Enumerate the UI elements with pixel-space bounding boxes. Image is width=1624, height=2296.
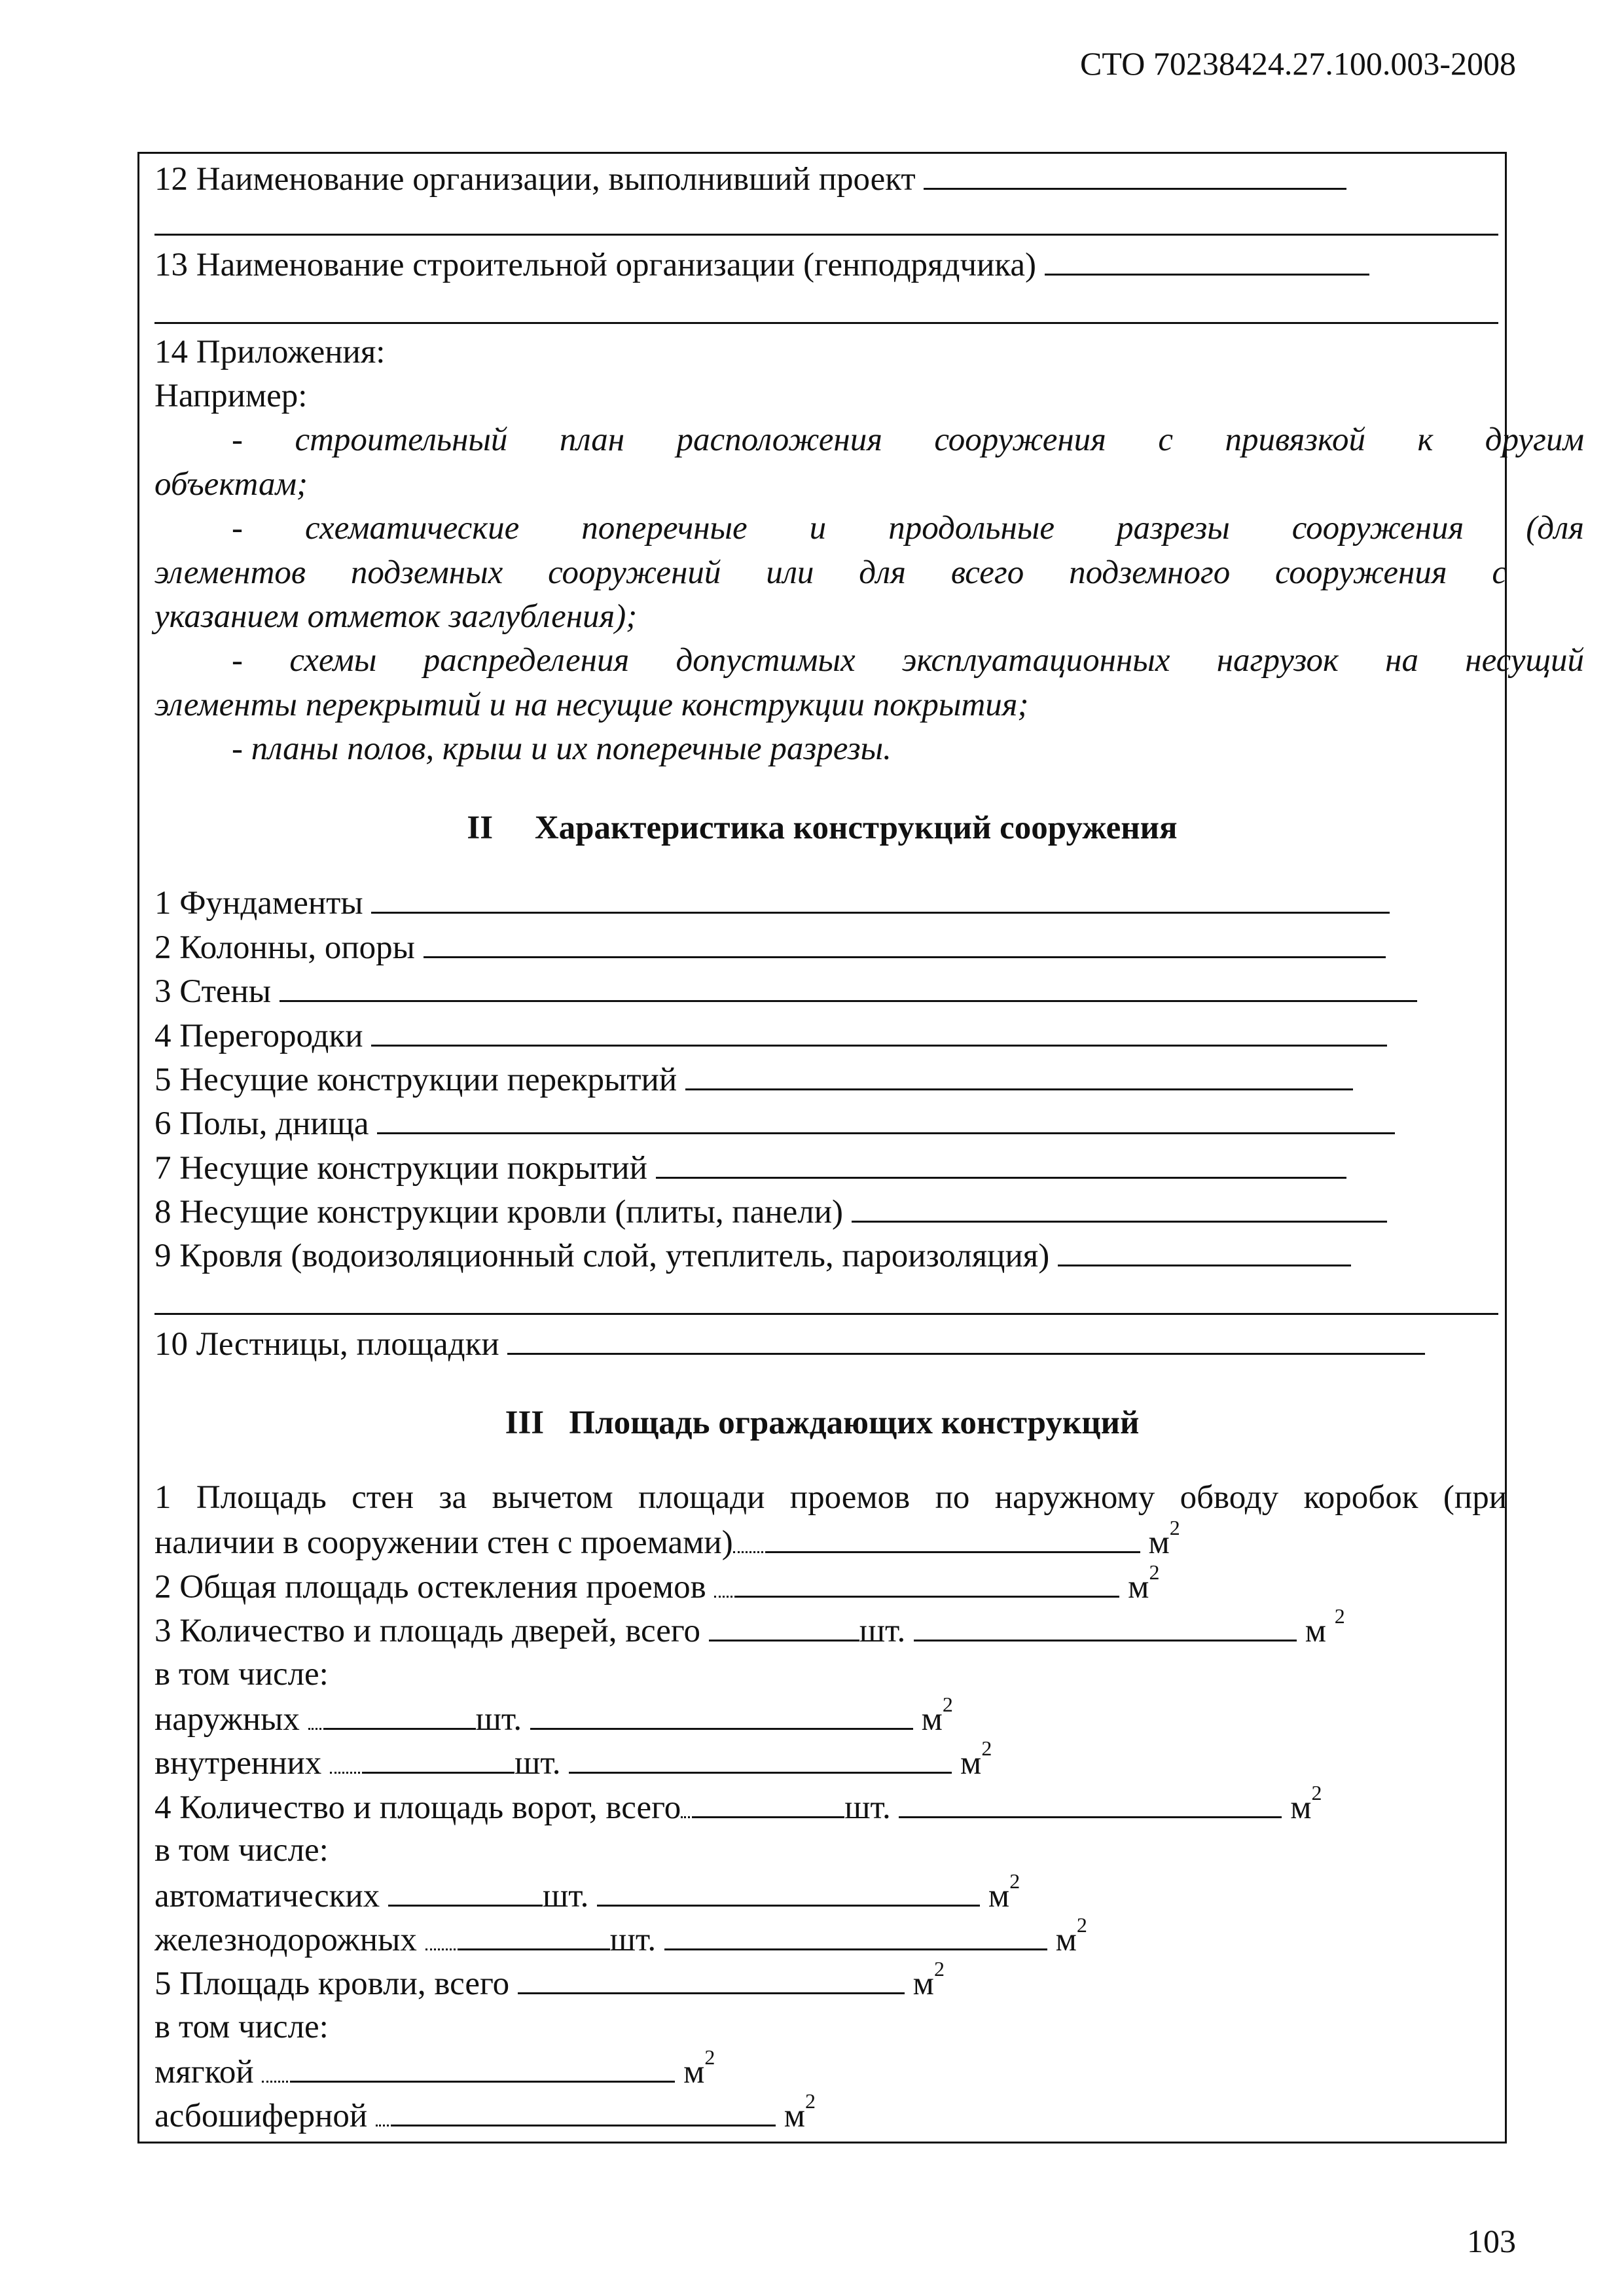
dotted-leader xyxy=(330,1746,364,1774)
dotted-leader xyxy=(376,2098,393,2126)
blank-field[interactable] xyxy=(685,1062,1353,1090)
blank-field[interactable] xyxy=(1058,1238,1351,1266)
blank-field[interactable] xyxy=(460,1922,610,1950)
blank-field[interactable] xyxy=(899,1790,1282,1818)
s3-incl-1: в том числе: xyxy=(154,1656,329,1693)
bullet-2-line-2: элементов подземных сооружений или для всего подземного сооружения с xyxy=(154,554,1507,591)
s2-item-2: 2 Колонны, опоры xyxy=(154,930,1386,965)
bullet-4: - планы полов, крыш и их поперечные разрезы. xyxy=(232,730,892,767)
blank-field[interactable] xyxy=(736,1570,1119,1598)
bullet-1-line-1: - строительный план расположения сооружения с привязкой к другим xyxy=(232,422,1584,458)
s3-slate-roof: асбошиферной $м^2$ xyxy=(154,2089,816,2134)
blank-field[interactable] xyxy=(656,1151,1346,1179)
s2-item-1: 1 Фундаменты xyxy=(154,886,1390,920)
s2-item-6: 6 Полы, днища xyxy=(154,1106,1395,1141)
s3-auto-gates: автоматических шт. $м^2$ xyxy=(154,1869,1020,1914)
blank-field[interactable] xyxy=(569,1746,952,1774)
s3-item-4: 4 Количество и площадь ворот, всего шт. $м^2$ xyxy=(154,1781,1322,1826)
s2-item-3: 3 Стены xyxy=(154,974,1417,1009)
bullet-3-line-1: - схемы распределения допустимых эксплуатационных нагрузок на несущий xyxy=(232,642,1584,679)
example-label: Например: xyxy=(154,378,308,414)
s3-item-2: 2 Общая площадь остекления проемов $м^2$ xyxy=(154,1560,1160,1605)
s2-item-5: 5 Несущие конструкции перекрытий xyxy=(154,1062,1353,1097)
blank-field[interactable] xyxy=(280,974,1417,1002)
s2-item-8: 8 Несущие конструкции кровли (плиты, панели) xyxy=(154,1194,1387,1229)
blank-field[interactable] xyxy=(709,1613,859,1641)
blank-field[interactable] xyxy=(325,1702,476,1730)
s3-incl-3: в том числе: xyxy=(154,2009,329,2045)
section-2-title: II Характеристика конструкций сооружения xyxy=(467,810,1178,846)
blank-field[interactable] xyxy=(392,1878,543,1907)
blank-field[interactable] xyxy=(364,1746,514,1774)
bullet-2-line-3: указанием отметок заглубления); xyxy=(154,598,638,635)
blank-line[interactable] xyxy=(154,322,1498,324)
blank-field[interactable] xyxy=(767,1525,1140,1553)
blank-field[interactable] xyxy=(852,1194,1387,1223)
s3-item-5: 5 Площадь кровли, всего $м^2$ xyxy=(154,1957,945,2002)
document-code: СТО 70238424.27.100.003-2008 xyxy=(1080,45,1516,82)
blank-field[interactable] xyxy=(924,162,1346,190)
item-12: 12 Наименование организации, выполнивший проект xyxy=(154,162,1346,196)
blank-field[interactable] xyxy=(292,2054,675,2083)
blank-field[interactable] xyxy=(597,1878,980,1907)
blank-line[interactable] xyxy=(154,1313,1498,1315)
blank-field[interactable] xyxy=(507,1327,1425,1355)
dotted-leader xyxy=(308,1702,325,1730)
blank-field[interactable] xyxy=(371,1018,1387,1047)
blank-field[interactable] xyxy=(1045,247,1369,276)
s3-item-1-line-2: наличии в сооружении стен с проемами) $м^2$ xyxy=(154,1516,1180,1561)
section-3-title: III Площадь ограждающих конструкций xyxy=(505,1405,1140,1441)
bullet-3-line-2: элементы перекрытий и на несущие конструкции покрытия; xyxy=(154,687,1029,723)
s2-item-7: 7 Несущие конструкции покрытий xyxy=(154,1151,1346,1185)
s3-soft-roof: мягкой $м^2$ xyxy=(154,2045,715,2090)
s3-rail-gates: железнодорожных шт. $м^2$ xyxy=(154,1913,1087,1958)
blank-field[interactable] xyxy=(694,1790,844,1818)
item-14: 14 Приложения: xyxy=(154,334,386,370)
s3-item-1-line-1: 1 Площадь стен за вычетом площади проемов по наружному обводу коробок (при xyxy=(154,1479,1507,1516)
s2-item-9: 9 Кровля (водоизоляционный слой, утеплитель, пароизоляция) xyxy=(154,1238,1351,1273)
blank-field[interactable] xyxy=(914,1613,1297,1641)
s3-incl-2: в том числе: xyxy=(154,1832,329,1869)
dotted-leader xyxy=(262,2054,292,2083)
blank-field[interactable] xyxy=(530,1702,913,1730)
dotted-leader xyxy=(425,1922,460,1950)
blank-field[interactable] xyxy=(424,930,1386,958)
item-13: 13 Наименование строительной организации (генподрядчика) xyxy=(154,247,1369,282)
dotted-leader xyxy=(681,1790,694,1818)
page-number: 103 xyxy=(1467,2223,1516,2259)
s3-outer-doors: наружных шт. $м^2$ xyxy=(154,1693,953,1738)
s2-item-4: 4 Перегородки xyxy=(154,1018,1387,1053)
blank-field[interactable] xyxy=(371,886,1390,914)
blank-field[interactable] xyxy=(664,1922,1047,1950)
s3-inner-doors: внутренних шт. $м^2$ xyxy=(154,1736,992,1782)
dotted-leader xyxy=(714,1570,736,1598)
blank-field[interactable] xyxy=(522,1966,905,1994)
bullet-2-line-1: - схематические поперечные и продольные разрезы сооружения (для xyxy=(232,510,1584,547)
blank-field[interactable] xyxy=(377,1106,1395,1134)
s2-item-10: 10 Лестницы, площадки xyxy=(154,1327,1425,1361)
bullet-1-line-2: объектам; xyxy=(154,466,308,503)
s3-item-3: 3 Количество и площадь дверей, всего шт. м $^2$ xyxy=(154,1604,1345,1649)
dotted-leader xyxy=(733,1525,767,1553)
blank-line[interactable] xyxy=(154,234,1498,236)
blank-field[interactable] xyxy=(393,2098,776,2126)
